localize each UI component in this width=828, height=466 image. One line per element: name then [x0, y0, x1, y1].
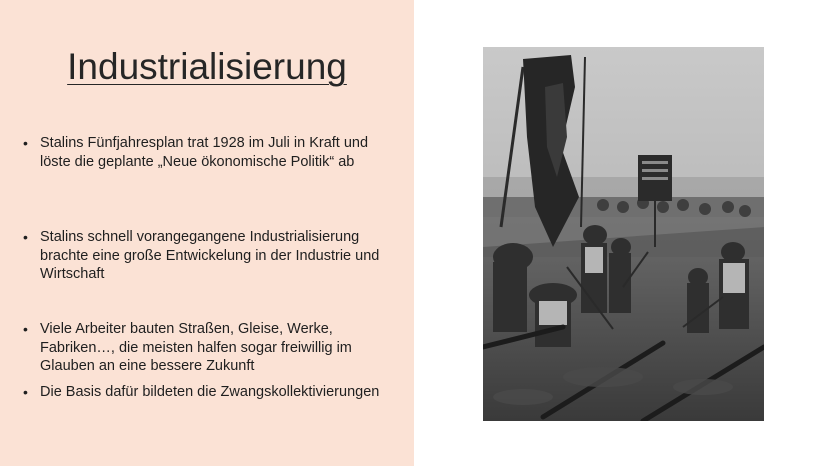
bullet-item — [22, 320, 382, 376]
bullet-dot-icon: • — [23, 135, 28, 151]
bullet-dot-icon: • — [23, 384, 28, 400]
bullet-item — [22, 228, 382, 284]
slide-title: Industrialisierung — [67, 46, 347, 87]
bullet-text: Die Basis dafür bildeten die Zwangskollektivierungen — [40, 384, 380, 400]
bullet-dot-icon: • — [23, 321, 28, 337]
bullet-item — [22, 134, 382, 171]
bullet-text: Viele Arbeiter bauten Straßen, Gleise, Werke, Fabriken…, die meisten halfen sogar freiwillig im Glauben an eine bessere Zukunft — [40, 321, 352, 374]
historical-photo — [483, 47, 764, 421]
bullet-text: Stalins Fünfjahresplan trat 1928 im Juli in Kraft und löste die geplante „Neue ökonomische Politik“ ab — [40, 135, 369, 170]
workers-railway-photo-icon — [483, 47, 764, 421]
bullet-dot-icon: • — [23, 229, 28, 245]
bullet-item — [22, 383, 382, 402]
bullet-text: Stalins schnell vorangegangene Industrialisierung brachte eine große Entwickelung in der Industrie und Wirtschaft — [40, 229, 380, 282]
